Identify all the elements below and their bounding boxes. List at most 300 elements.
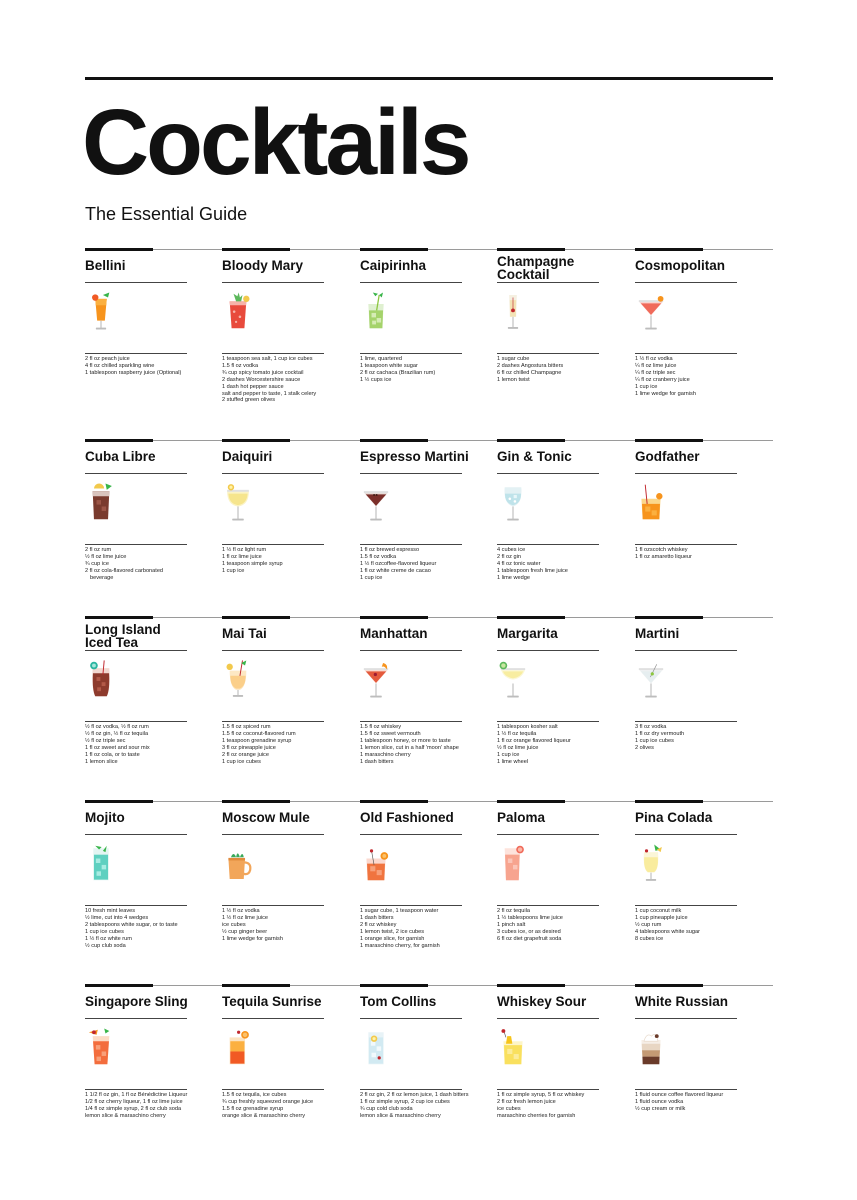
name-underline: [360, 282, 462, 283]
cocktail-row: [85, 249, 773, 434]
ingredients-list: [222, 547, 342, 575]
ingredient-item: 1.5 fl oz tequila, ice cubes: [222, 1092, 287, 1098]
cocktail-name: Old Fashioned: [360, 810, 454, 825]
ingredient-item: 3 fl oz vodka: [635, 724, 667, 730]
ingredients-divider: [360, 1089, 462, 1090]
page-title: Cocktails: [82, 90, 469, 194]
ingredients-list: [497, 1092, 617, 1120]
cocktail-card: [497, 440, 602, 610]
ingredient-item: 1 dash hot pepper sauce: [222, 383, 284, 390]
cocktail-name: [497, 255, 612, 281]
card-top-bar: [360, 439, 428, 442]
ingredients-divider: [497, 905, 599, 906]
cocktail-name: Espresso Martini: [360, 449, 469, 464]
ingredients-list: [497, 724, 617, 765]
ingredient-item: 1.5 fl oz spiced rum: [222, 724, 271, 730]
name-underline: [497, 282, 599, 283]
ingredient-item: orange slice & maraschino cherry: [222, 1112, 306, 1119]
ingredient-item: 1 cup ice: [497, 751, 520, 758]
ingredient-item: 1 ½ fl oz vodka: [222, 908, 260, 914]
card-top-bar: [635, 616, 703, 619]
ingredient-item: 6 fl oz chilled Champagne: [497, 369, 562, 376]
ingredients-list: [222, 908, 342, 943]
ingredient-item: 1 cup coconut milk: [635, 908, 682, 914]
espresso-martini-glass-icon: [360, 478, 392, 531]
ingredient-item: 4 tablespoons white sugar: [635, 928, 700, 935]
ingredient-item: 1 ½ fl oz vodka: [635, 356, 673, 362]
ingredient-item: 1 fluid ounce vodka: [635, 1098, 684, 1105]
ingredient-item: 2 fl oz cachaca (Brazilian rum): [360, 369, 436, 376]
cocktail-card: [635, 249, 740, 434]
cocktail-name: Moscow Mule: [222, 810, 310, 825]
cosmopolitan-glass-icon: [635, 287, 667, 340]
ingredient-item: 2 dashes Angostura bitters: [497, 362, 564, 369]
ingredient-item: ½ cup club soda: [85, 942, 126, 949]
ingredient-item: 1 fl oz cola, or to taste: [85, 751, 140, 758]
ingredients-divider: [497, 721, 599, 722]
cocktail-name: Pina Colada: [635, 810, 713, 825]
cocktail-card: [360, 617, 465, 797]
cocktail-card: [85, 801, 190, 981]
name-underline: [635, 650, 737, 651]
cocktail-name: Whiskey Sour: [497, 994, 587, 1009]
ingredients-list: [222, 356, 342, 404]
cocktail-card: [85, 617, 190, 797]
name-underline: [497, 834, 599, 835]
ingredient-item: ¾ cup spicy tomato juice cocktail: [222, 369, 304, 376]
ingredients-divider: [222, 353, 324, 354]
ingredient-item: 1 1/2 fl oz gin, 1 fl oz Bénédictine Liqueur: [85, 1092, 188, 1098]
ingredients-divider: [635, 721, 737, 722]
cocktail-name-line: Iced Tea: [85, 635, 139, 650]
ingredient-item: 1 ½ fl ozcoffee-flavored liqueur: [360, 560, 437, 567]
name-underline: [360, 473, 462, 474]
ingredient-item: 1 fl oz white creme de cacao: [360, 567, 431, 574]
ingredients-list: [635, 1092, 755, 1113]
ingredients-list: [360, 908, 480, 949]
ingredient-item: ¾ cup ice: [85, 560, 109, 567]
ingredient-item: maraschino cherries for garnish: [497, 1112, 576, 1119]
cocktail-name: Paloma: [497, 810, 546, 825]
ingredients-list: [85, 724, 205, 765]
ingredients-list: [497, 356, 617, 384]
name-underline: [85, 1018, 187, 1019]
ingredient-item: 1 teaspoon sea salt, 1 cup ice cubes: [222, 356, 313, 362]
ingredient-item: 1 fl oz lime juice: [222, 553, 262, 560]
ingredient-item: 2 fl oz cola-flavored carbonated: [85, 567, 164, 574]
name-underline: [222, 282, 324, 283]
ingredient-item: salt and pepper to taste, 1 stalk celery: [222, 390, 317, 397]
ingredient-item: 1 lime, quartered: [360, 356, 402, 362]
card-top-bar: [222, 616, 290, 619]
ingredient-item: 2 fl oz orange juice: [222, 751, 269, 758]
name-underline: [635, 282, 737, 283]
champagne-flute-icon: [497, 287, 529, 340]
name-underline: [635, 473, 737, 474]
cocktail-card: [85, 249, 190, 434]
ingredient-item: ¾ cup freshly squeezed orange juice: [222, 1098, 314, 1105]
ingredient-item: 1 ½ fl oz tequila: [497, 730, 537, 737]
ingredients-divider: [85, 721, 187, 722]
cocktail-name: Bloody Mary: [222, 258, 304, 273]
cocktail-name: Tom Collins: [360, 994, 437, 1009]
cocktail-name: Godfather: [635, 449, 700, 464]
ingredient-item: 1 teaspoon simple syrup: [222, 560, 283, 567]
top-rule: [85, 77, 773, 80]
long-island-glass-icon: [85, 655, 117, 708]
card-top-bar: [222, 248, 290, 251]
cocktail-name: Margarita: [497, 626, 558, 641]
ingredients-list: [85, 356, 205, 377]
ingredient-item: 1 teaspoon grenadine syrup: [222, 737, 292, 744]
name-underline: [222, 473, 324, 474]
martini-glass-icon: [635, 655, 667, 708]
ingredient-item: 1 lemon twist, 2 ice cubes: [360, 928, 425, 935]
card-top-bar: [497, 800, 565, 803]
cocktail-name-line: Cocktail: [497, 267, 550, 282]
ingredients-divider: [360, 721, 462, 722]
ingredient-item: ice cubes: [497, 1105, 521, 1112]
cocktail-card: [497, 985, 602, 1125]
ingredients-divider: [497, 353, 599, 354]
ingredient-item: 1 maraschino cherry, for garnish: [360, 942, 440, 949]
ingredient-item: 10 fresh mint leaves: [85, 908, 136, 914]
cocktail-name: Cuba Libre: [85, 449, 156, 464]
cocktail-card: [635, 801, 740, 981]
ingredients-list: [85, 547, 205, 582]
ingredient-item: ¼ fl oz lime juice: [635, 362, 677, 369]
ingredient-item: 1 ½ fl oz light rum: [222, 547, 267, 553]
cocktail-name: Gin & Tonic: [497, 449, 572, 464]
cocktail-name: [85, 623, 200, 649]
cocktail-card: [222, 249, 327, 434]
cocktail-row: [85, 617, 773, 797]
card-top-bar: [360, 984, 428, 987]
ingredients-divider: [85, 1089, 187, 1090]
ingredient-item: 1 ½ tablespoons lime juice: [497, 914, 563, 921]
card-top-bar: [222, 984, 290, 987]
cocktail-name: Tequila Sunrise: [222, 994, 322, 1009]
ingredient-item: 6 fl oz diet grapefruit soda: [497, 935, 562, 942]
ingredient-item: 1.5 fl oz coconut-flavored rum: [222, 730, 296, 737]
ingredient-item: 1 sugar cube: [497, 356, 530, 362]
ingredient-item: 1 maraschino cherry: [360, 751, 411, 758]
cocktail-row: [85, 985, 773, 1125]
ingredient-item: 1 cup pineapple juice: [635, 914, 688, 921]
card-top-bar: [497, 439, 565, 442]
ingredient-item: ½ lime, cut into 4 wedges: [85, 914, 149, 921]
ingredient-item: 1 fl oz brewed espresso: [360, 547, 420, 553]
mojito-glass-icon: [85, 839, 117, 892]
ingredient-item: 1 tablespoon honey, or more to taste: [360, 737, 451, 744]
ingredients-divider: [635, 353, 737, 354]
ingredient-item: lemon slice & maraschino cherry: [360, 1112, 441, 1119]
ingredient-item: ½ cup rum: [635, 921, 662, 928]
ingredient-item: 1 tablespoon kosher salt: [497, 724, 558, 730]
cocktail-name: Mojito: [85, 810, 125, 825]
ingredient-item: 2 olives: [635, 744, 654, 751]
cocktail-card: [360, 440, 469, 610]
ingredient-item: ½ fl oz triple sec: [85, 737, 126, 744]
ingredient-item: 2 fl oz rum: [85, 547, 112, 553]
ingredients-divider: [85, 905, 187, 906]
gin-tonic-glass-icon: [497, 478, 529, 531]
card-top-bar: [85, 439, 153, 442]
name-underline: [360, 650, 462, 651]
ingredient-item: 1 lemon twist: [497, 376, 530, 383]
ingredient-item: 1.5 fl oz whiskey: [360, 724, 402, 730]
ingredients-divider: [85, 544, 187, 545]
ingredient-item: 8 cubes ice: [635, 935, 664, 942]
cocktail-card: [85, 985, 190, 1125]
cocktail-card: [497, 617, 602, 797]
cocktail-name: Daiquiri: [222, 449, 273, 464]
godfather-glass-icon: [635, 478, 667, 531]
ingredient-item: 4 cubes ice: [497, 547, 526, 553]
ingredient-item: 1 dash bitters: [360, 914, 394, 921]
card-top-bar: [360, 800, 428, 803]
card-top-bar: [635, 248, 703, 251]
ingredients-list: [635, 908, 755, 943]
ingredient-item: 1.5 fl oz vodka: [222, 362, 259, 369]
ingredient-item: 2 fl oz whiskey: [360, 921, 397, 928]
ingredients-list: [222, 1092, 342, 1120]
name-underline: [222, 650, 324, 651]
cocktail-name-line: Champagne: [497, 254, 575, 269]
cocktail-name: Caipirinha: [360, 258, 427, 273]
cocktail-name: Singapore Sling: [85, 994, 188, 1009]
ingredient-item: ½ fl oz lime juice: [497, 744, 539, 751]
name-underline: [497, 1018, 599, 1019]
ingredients-list: [635, 356, 755, 397]
card-top-bar: [85, 248, 153, 251]
ingredients-divider: [497, 544, 599, 545]
ingredient-item: 1 lime wedge for garnish: [635, 390, 696, 397]
ingredients-divider: [360, 905, 462, 906]
name-underline: [360, 1018, 462, 1019]
ingredients-divider: [85, 353, 187, 354]
whiskey-sour-glass-icon: [497, 1023, 529, 1076]
cocktail-name: Cosmopolitan: [635, 258, 725, 273]
cocktail-card: [360, 249, 465, 434]
ingredient-item: 1 lime wedge for garnish: [222, 935, 283, 942]
name-underline: [85, 282, 187, 283]
ingredient-item: ½ cup cream or milk: [635, 1105, 686, 1112]
ingredients-list: [360, 547, 480, 582]
card-top-bar: [497, 248, 565, 251]
ingredient-item: 3 cubes ice, or as desired: [497, 928, 561, 935]
ingredient-item: 1 ½ cups ice: [360, 376, 392, 383]
ingredient-item: 1 fl oz simple syrup, 5 fl oz whiskey: [497, 1092, 585, 1098]
page-subtitle: The Essential Guide: [85, 204, 248, 224]
cocktail-name: Bellini: [85, 258, 126, 273]
ingredient-item: 2 fl oz tequila: [497, 908, 530, 914]
cocktail-card: [85, 440, 190, 610]
cocktail-card: [222, 801, 327, 981]
cocktail-card: [635, 440, 740, 610]
tom-collins-glass-icon: [360, 1023, 392, 1076]
ingredient-item: 1 lime wheel: [497, 758, 529, 765]
ingredients-divider: [222, 721, 324, 722]
ingredient-item: 1 pinch salt: [497, 921, 526, 928]
ingredient-item: 1 fl ozscotch whiskey: [635, 547, 688, 553]
ingredient-item: 1 fl oz simple syrup, 2 cup ice cubes: [360, 1098, 450, 1105]
ingredients-list: [497, 908, 617, 943]
card-top-bar: [85, 616, 153, 619]
ingredient-item: lemon slice & maraschino cherry: [85, 1112, 166, 1119]
bellini-glass-icon: [85, 287, 117, 340]
ingredient-item: 1 cup ice: [360, 574, 383, 581]
card-top-bar: [222, 439, 290, 442]
ingredient-item: ice cubes: [222, 921, 246, 928]
ingredients-divider: [222, 544, 324, 545]
card-top-bar: [635, 439, 703, 442]
cocktail-name: Mai Tai: [222, 626, 267, 641]
card-top-bar: [85, 984, 153, 987]
ingredients-list: [360, 1092, 480, 1120]
ingredients-divider: [497, 1089, 599, 1090]
cocktail-card: [635, 985, 740, 1125]
ingredient-item: beverage: [90, 574, 114, 581]
ingredients-list: [85, 908, 205, 949]
ingredient-item: 1.5 fl oz sweet vermouth: [360, 730, 421, 737]
ingredients-divider: [635, 905, 737, 906]
name-underline: [222, 834, 324, 835]
manhattan-glass-icon: [360, 655, 392, 708]
ingredients-divider: [360, 353, 462, 354]
cocktail-row: [85, 440, 773, 610]
cocktail-card: [497, 801, 602, 981]
ingredient-item: 2 fl oz gin: [497, 553, 521, 560]
ingredient-item: 1.5 fl oz grenadine syrup: [222, 1105, 284, 1112]
card-top-bar: [360, 248, 428, 251]
ingredients-divider: [360, 544, 462, 545]
card-top-bar: [222, 800, 290, 803]
card-top-bar: [85, 800, 153, 803]
white-russian-glass-icon: [635, 1023, 667, 1076]
card-top-bar: [635, 984, 703, 987]
ingredients-list: [85, 1092, 205, 1120]
cocktail-card: [222, 985, 327, 1125]
ingredient-item: 1 fl oz orange flavored liqueur: [497, 737, 571, 744]
ingredient-item: ¼ fl oz cranberry juice: [635, 376, 690, 383]
ingredient-item: 1 cup ice cubes: [222, 758, 261, 765]
ingredients-list: [497, 547, 617, 582]
ingredient-item: 2 stuffed green olives: [222, 397, 276, 404]
ingredient-item: 1 sugar cube, 1 teaspoon water: [360, 908, 439, 914]
tequila-sunrise-glass-icon: [222, 1023, 254, 1076]
name-underline: [85, 834, 187, 835]
ingredients-divider: [222, 1089, 324, 1090]
ingredient-item: 1.5 fl oz vodka: [360, 553, 397, 560]
ingredient-item: 3 fl oz pineapple juice: [222, 744, 276, 751]
daiquiri-glass-icon: [222, 478, 254, 531]
margarita-glass-icon: [497, 655, 529, 708]
ingredient-item: 1 fl oz amaretto liqueur: [635, 553, 692, 560]
name-underline: [222, 1018, 324, 1019]
cocktail-card: [222, 440, 327, 610]
ingredient-item: 1 cup ice cubes: [85, 928, 124, 935]
ingredients-list: [635, 724, 755, 752]
ingredient-item: ½ fl oz lime juice: [85, 553, 127, 560]
cuba-libre-glass-icon: [85, 478, 117, 531]
ingredient-item: 4 fl oz chilled sparkling wine: [85, 362, 155, 369]
name-underline: [497, 473, 599, 474]
cocktail-card: [360, 985, 469, 1125]
bloody-mary-glass-icon: [222, 287, 254, 340]
ingredient-item: 2 fl oz fresh lemon juice: [497, 1098, 556, 1105]
ingredient-item: 1 cup ice: [222, 567, 245, 574]
ingredient-item: 1 fluid ounce coffee flavored liqueur: [635, 1092, 724, 1098]
name-underline: [360, 834, 462, 835]
ingredient-item: 4 fl oz tonic water: [497, 560, 541, 567]
moscow-mule-mug-icon: [222, 839, 254, 892]
ingredient-item: 2 tablespoons white sugar, or to taste: [85, 921, 178, 928]
card-top-bar: [635, 800, 703, 803]
ingredients-divider: [222, 905, 324, 906]
cocktail-name: Martini: [635, 626, 680, 641]
ingredient-item: 1 lemon slice, cut in a half 'moon' shape: [360, 744, 459, 751]
paloma-glass-icon: [497, 839, 529, 892]
ingredient-item: 1 teaspoon white sugar: [360, 362, 418, 369]
name-underline: [85, 473, 187, 474]
cocktail-name: Manhattan: [360, 626, 428, 641]
card-top-bar: [360, 616, 428, 619]
ingredient-item: 2 fl oz gin, 2 fl oz lemon juice, 1 dash bitters: [360, 1092, 469, 1098]
ingredient-item: 1/2 fl oz cherry liqueur, 1 fl oz lime juice: [85, 1098, 183, 1105]
old-fashioned-glass-icon: [360, 839, 392, 892]
ingredients-list: [635, 547, 755, 561]
cocktail-row: [85, 801, 773, 981]
ingredient-item: 1 cup ice: [635, 383, 658, 390]
ingredient-item: 1 tablespoon fresh lime juice: [497, 567, 568, 574]
ingredient-item: 1 ½ fl oz white rum: [85, 935, 132, 942]
cocktail-name: White Russian: [635, 994, 729, 1009]
ingredient-item: ¾ cup cold club soda: [360, 1105, 413, 1112]
ingredient-item: 1 fl oz dry vermouth: [635, 730, 685, 737]
name-underline: [85, 650, 187, 651]
ingredient-item: ½ fl oz vodka, ½ fl oz rum: [85, 724, 149, 730]
cocktail-card: [635, 617, 740, 797]
ingredients-list: [360, 724, 480, 765]
name-underline: [635, 1018, 737, 1019]
name-underline: [635, 834, 737, 835]
ingredients-divider: [635, 544, 737, 545]
ingredient-item: ½ cup ginger beer: [222, 928, 268, 935]
ingredients-list: [360, 356, 480, 384]
ingredients-divider: [635, 1089, 737, 1090]
card-top-bar: [497, 616, 565, 619]
ingredient-item: 1/4 fl oz simple syrup, 2 fl oz club soda: [85, 1105, 182, 1112]
ingredient-item: 1 fl oz sweet and sour mix: [85, 744, 150, 751]
card-top-bar: [497, 984, 565, 987]
singapore-sling-glass-icon: [85, 1023, 117, 1076]
name-underline: [497, 650, 599, 651]
ingredient-item: 2 dashes Worcestershire sauce: [222, 376, 301, 383]
pina-colada-glass-icon: [635, 839, 667, 892]
ingredient-item: 1 lemon slice: [85, 758, 118, 765]
cocktail-name-line: Long Island: [85, 622, 161, 637]
cocktail-card: [360, 801, 465, 981]
ingredient-item: 1 ½ fl oz lime juice: [222, 914, 269, 921]
ingredient-item: ½ fl oz gin, ½ fl oz tequila: [85, 730, 149, 737]
caipirinha-glass-icon: [360, 287, 392, 340]
ingredient-item: 1 tablespoon raspberry juice (Optional): [85, 369, 182, 376]
ingredient-item: 1 lime wedge: [497, 574, 530, 581]
ingredient-item: 1 cup ice cubes: [635, 737, 674, 744]
ingredient-item: ¼ fl oz triple sec: [635, 369, 676, 376]
ingredients-list: [222, 724, 342, 765]
